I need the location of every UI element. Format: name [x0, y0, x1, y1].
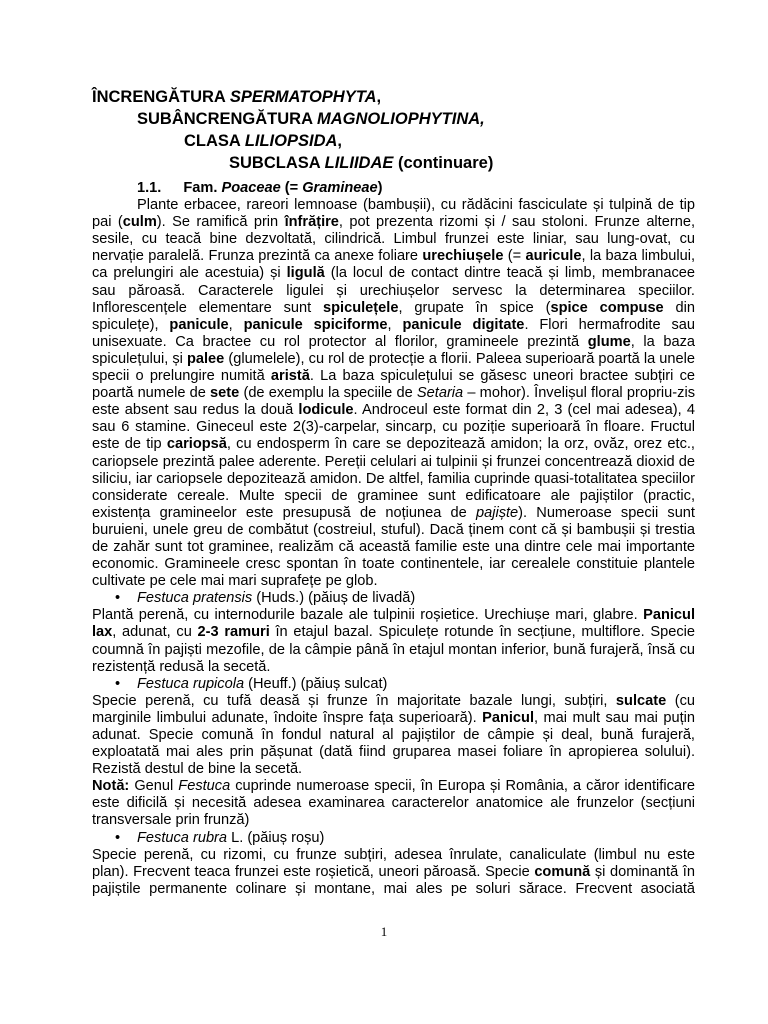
note-paragraph: Notă: Genul Festuca cuprinde numeroase specii, în Europa și România, a căror identificare este dificilă și necesită adesea examinarea caracterelor anatomice ale frunzelor (secțiuni transversale prin frunză)	[92, 778, 695, 829]
heading-line-class: CLASA LILIOPSIDA,	[184, 132, 342, 150]
species-heading-festuca-pratensis: • Festuca pratensis (Huds.) (păiuș de livadă)	[92, 590, 695, 607]
species-description-festuca-rubra: Specie perenă, cu rizomi, cu frunze subțiri, adesea înrulate, canaliculate (limbul nu este plan). Frecvent teaca frunzei este roșietică, uneori păroasă. Specie comună și dominantă în pajiștile permanente colinare și montane, mai ales pe soluri sărace. Frecvent asociată	[92, 846, 695, 897]
heading-line-division: ÎNCRENGĂTURA SPERMATOPHYTA,	[92, 88, 382, 106]
heading-line-subclass: SUBCLASA LILIIDAE (continuare)	[229, 154, 494, 172]
species-heading-festuca-rubra: • Festuca rubra L. (păiuș roșu)	[92, 830, 695, 847]
family-description: Plante erbacee, rareori lemnoase (bambușii), cu rădăcini fasciculate și tulpină de tip pai (culm). Se ramifică prin înfrățire, pot prezenta rizomi și / sau stoloni. Frunze alterne, sesile, cu teacă bine dezvoltată, cilindrică. Limbul frunzei este liniar, sau lung-ovat, cu nervație paralelă. Frunza prezintă ca anexe foliare urechiușele (= auricule, la baza limbului, ca prelungiri ale acestuia) și ligulă (la locul de contact dintre teacă și limb, membranacee sau păroasă. Caracterele ligulei și urechiușelor servesc la determinarea speciilor. Inflorescențele elementare sunt spiculețele, grupate în spice (spice compuse din spiculețe), panicule, panicule spiciforme, panicule digitate. Flori hermafrodite sau unisexuate. Ca bractee cu rol protector al florilor, gramineele prezintă glume, la baza spiculețului, și palee (glumelele), cu rol de protecție a florii. Paleea superioară poartă la unele specii o prelungire numită aristă. La baza spiculețului se găsesc uneori bractee subțiri ce poartă numele de sete (de exemplu la speciile de Setaria – mohor). Învelișul floral propriu-zis este absent sau redus la două lodicule. Androceul este format din 2, 3 (cel mai adesea), 4 sau 6 stamine. Gineceul este 2(3)-carpelar, sincarp, cu poziție superioară în floare. Fructul este de tip cariopsă, cu endosperm în care se depozitează amidon; la orz, ovăz, orez etc., cariopsele prezintă palee aderente. Pereții celulari ai tulpinii și frunzei concentrează dioxid de siliciu, iar cariopsele depozitează amidon. De altfel, familia cuprinde quasi-totalitatea speciilor considerate cereale. Multe specii de graminee sunt edificatoare ale pajiștilor (practic, existența gramineelor este presupusă de noțiunea de pajiște). Numeroase specii sunt buruieni, unele greu de combătut (costreiul, stuful). Dacă ținem cont că și bambușii și trestia de zahăr sunt tot graminee, realizăm că această familie este una dintre cele mai importante economic. Gramineele cresc spontan în toate continentele, iar cerealele constituie plantele cultivate pe cele mai mari suprafețe pe glob.	[92, 197, 696, 590]
page-number: 1	[380, 924, 388, 939]
species-description-festuca-rupicola: Specie perenă, cu tufă deasă și frunze în majoritate bazale lungi, subțiri, sulcate (cu marginile limbului adunate, îndoite înspre fața superioară). Panicul, mai mult sau mai puțin adunat. Specie comună în fondul natural al pajiștilor de câmpie și deal, bună furajeră, exploatată mai ales prin pășunat (dată fiind gruparea masei foliare în apropierea solului). Rezistă destul de bine la secetă.	[92, 692, 696, 778]
heading-line-subdivision: SUBÂNCRENGĂTURA MAGNOLIOPHYTINA,	[137, 110, 485, 128]
species-description-festuca-pratensis: Plantă perenă, cu internodurile bazale ale tulpinii roșietice. Urechiușe mari, glabre. Panicul lax, adunat, cu 2-3 ramuri în etajul bazal. Spiculețe rotunde în secțiune, multiflore. Specie coumnă în pajiști mezofile, de la câmpie până în etajul montan inferior, bună furajeră, însă cu rezistență redusă la secetă.	[92, 607, 695, 675]
section-heading: 1.1. Fam. Poaceae (= Gramineae)	[137, 180, 383, 196]
species-heading-festuca-rupicola: • Festuca rupicola (Heuff.) (păiuș sulcat)	[92, 676, 695, 693]
document-body	[92, 180, 695, 898]
heading-block	[92, 86, 493, 174]
